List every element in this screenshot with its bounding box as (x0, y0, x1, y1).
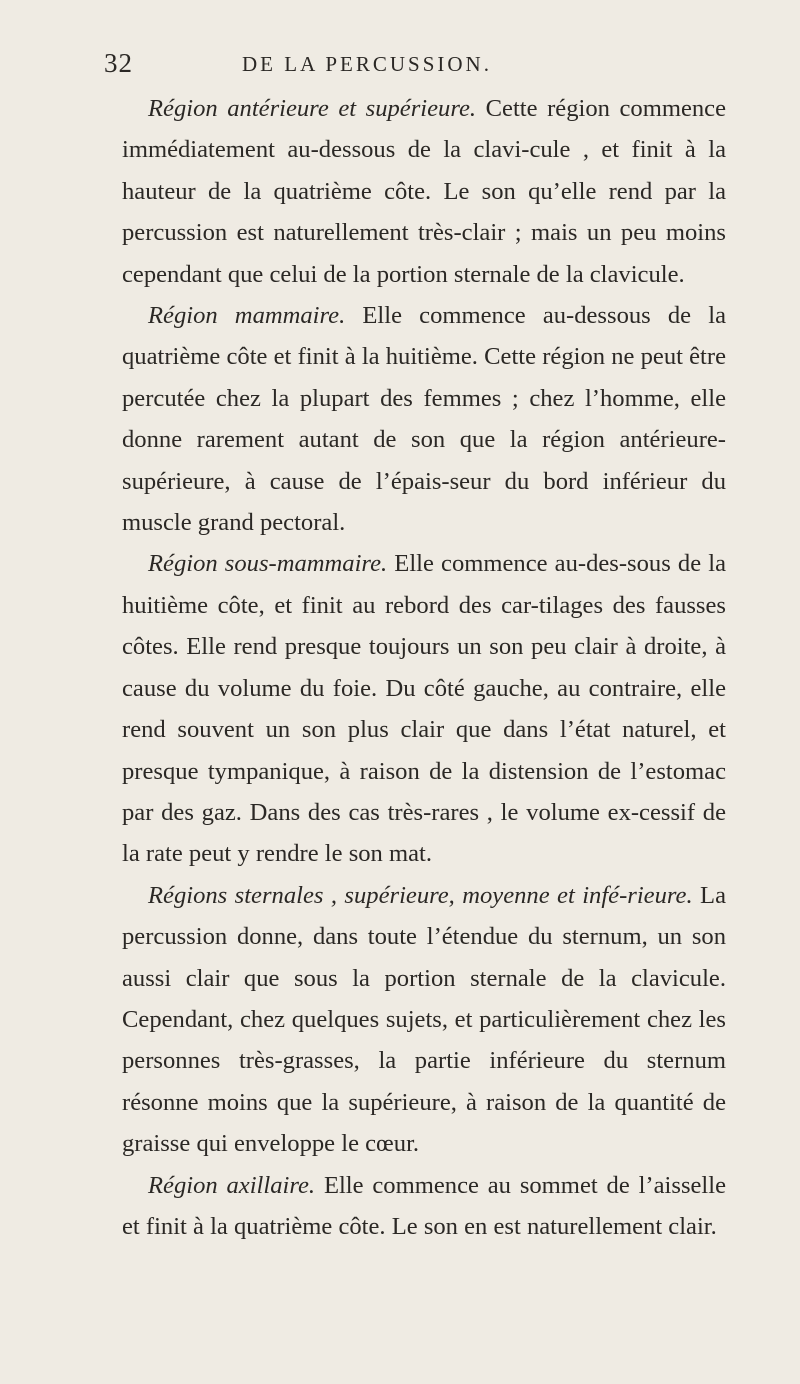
paragraph-rubric: Régions sternales , supérieure, moyenne et infé-rieure. (148, 881, 693, 909)
paragraph-text: Elle commence au-des-sous de la huitième côte, et finit au rebord des car-tilages des fausses côtes. Elle rend presque toujours un son peu clair à droite, à cause du volume du foie. Du côté gauche, au contraire, elle rend souvent un son plus clair que dans l’état naturel, et presque tympanique, à raison de la distension de l’estomac par des gaz. Dans des cas très-rares , le volume ex-cessif de la rate peut y rendre le son mat. (122, 550, 727, 868)
paragraph-text: Elle commence au sommet de l’aisselle et finit à la quatrième côte. Le son en est naturellement clair. (122, 1171, 727, 1240)
paragraph-text: La percussion donne, dans toute l’étendue du sternum, un son aussi clair que sous la portion sternale de la clavicule. Cependant, chez quelques sujets, et particulièrement chez les personnes très-grasses, la partie inférieure du sternum résonne moins que la supérieure, à raison de la quantité de graisse qui enveloppe le cœur. (122, 881, 726, 1158)
paragraph-region-anterieure-superieure (122, 88, 726, 295)
paragraph-region-axillaire (122, 1165, 726, 1248)
paragraph-rubric: Région sous-mammaire. (148, 550, 388, 578)
paragraph-rubric: Région axillaire. (148, 1171, 316, 1199)
paragraph-text: Elle commence au-dessous de la quatrième côte et finit à la huitième. Cette région ne peut être percutée chez la plupart des femmes ; chez l’homme, elle donne rarement autant de son que la région antérieure-supérieure, à cause de l’épais-seur du bord inférieur du muscle grand pectoral. (122, 302, 726, 537)
paragraph-regions-sternales (122, 875, 726, 1165)
body-text (122, 88, 726, 1247)
paragraph-rubric: Région mammaire. (148, 302, 346, 330)
page-number: 32 (104, 48, 133, 78)
running-head (104, 40, 724, 80)
paragraph-region-sous-mammaire (122, 543, 726, 874)
running-title: DE LA PERCUSSION. (242, 52, 492, 76)
paragraph-rubric: Région antérieure et supérieure. (148, 95, 477, 122)
paragraph-region-mammaire (122, 295, 726, 543)
paragraph-text: Cette région commence immédiatement au-dessous de la clavi-cule , et finit à la hauteur de la quatrième côte. Le son qu’elle rend par la percussion est naturellement très-clair ; mais un peu moins cependant que celui de la portion sternale de la clavicule. (122, 95, 726, 288)
